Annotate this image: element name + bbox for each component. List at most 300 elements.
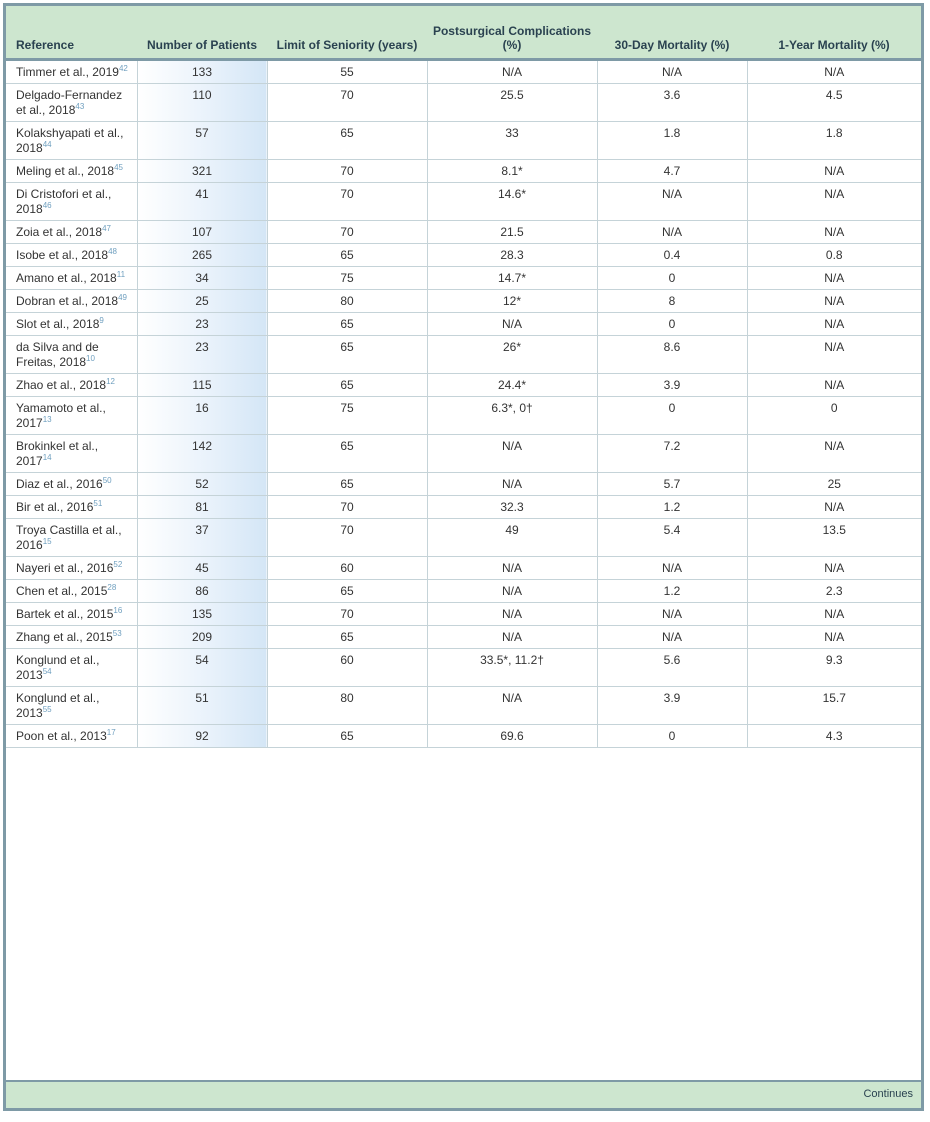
- cell-limit: [267, 313, 427, 336]
- citation-number: 53: [112, 629, 122, 638]
- cell-reference-text: Konglund et al., 2013: [16, 653, 100, 682]
- cell-patients: [137, 435, 267, 473]
- cell-complications-text: 49: [505, 523, 519, 537]
- citation-number: 44: [42, 140, 52, 149]
- cell-reference-text: Zhao et al., 2018: [16, 378, 107, 392]
- cell-1year-mortality: [747, 313, 921, 336]
- cell-reference: [6, 626, 137, 649]
- cell-complications-text: N/A: [501, 317, 522, 331]
- cell-1year-mortality-text: N/A: [824, 439, 845, 453]
- cell-30day-mortality: [597, 60, 747, 84]
- cell-1year-mortality: [747, 435, 921, 473]
- cell-complications-text: N/A: [501, 630, 522, 644]
- cell-1year-mortality-text: 1.8: [825, 126, 843, 140]
- header-reference: Reference: [6, 6, 137, 60]
- cell-patients: [137, 473, 267, 496]
- cell-reference-text: Di Cristofori et al., 2018: [16, 187, 112, 216]
- cell-1year-mortality-text: 15.7: [822, 691, 846, 705]
- cell-reference: [6, 336, 137, 374]
- cell-patients-text: 23: [195, 340, 209, 354]
- citation-number: 42: [118, 64, 128, 73]
- cell-complications: [427, 160, 597, 183]
- cell-patients-text: 92: [195, 729, 209, 743]
- cell-reference-text: Bartek et al., 2015: [16, 607, 114, 621]
- table-row: [6, 221, 921, 244]
- cell-complications: [427, 267, 597, 290]
- citation-number: 54: [42, 667, 52, 676]
- cell-reference: [6, 649, 137, 687]
- cell-limit-text: 70: [340, 88, 354, 102]
- cell-complications: [427, 244, 597, 267]
- cell-complications-text: 33.5*, 11.2†: [480, 653, 544, 667]
- table-row: [6, 580, 921, 603]
- cell-limit: [267, 84, 427, 122]
- table-frame: [3, 3, 924, 1111]
- cell-limit: [267, 496, 427, 519]
- cell-patients-text: 321: [191, 164, 213, 178]
- cell-complications: [427, 122, 597, 160]
- cell-limit-text: 65: [340, 340, 354, 354]
- citation-number: 48: [108, 247, 117, 256]
- cell-1year-mortality: [747, 725, 921, 748]
- cell-reference-text: Troya Castilla et al., 2016: [16, 523, 122, 552]
- cell-reference: [6, 160, 137, 183]
- cell-limit: [267, 374, 427, 397]
- cell-30day-mortality-text: 5.6: [663, 653, 681, 667]
- cell-complications-text: 69.6: [500, 729, 524, 743]
- header-row: [6, 6, 921, 60]
- citation-number: 52: [113, 560, 123, 569]
- cell-30day-mortality: [597, 557, 747, 580]
- cell-30day-mortality: [597, 649, 747, 687]
- table-row: [6, 290, 921, 313]
- table-row: [6, 519, 921, 557]
- cell-limit-text: 70: [340, 500, 354, 514]
- cell-complications: [427, 313, 597, 336]
- cell-30day-mortality-text: 3.9: [663, 691, 681, 705]
- table-row: [6, 374, 921, 397]
- citation-number: 14: [42, 453, 52, 462]
- cell-patients: [137, 183, 267, 221]
- cell-complications: [427, 221, 597, 244]
- cell-reference: [6, 374, 137, 397]
- data-table: [6, 6, 921, 748]
- cell-1year-mortality: [747, 183, 921, 221]
- cell-1year-mortality-text: 0.8: [825, 248, 843, 262]
- cell-complications-text: 21.5: [500, 225, 524, 239]
- cell-30day-mortality-text: N/A: [661, 65, 682, 79]
- cell-reference-text: Zhang et al., 2015: [16, 630, 113, 644]
- table-row: [6, 122, 921, 160]
- cell-limit: [267, 244, 427, 267]
- cell-complications-text: N/A: [501, 439, 522, 453]
- cell-complications: [427, 603, 597, 626]
- cell-complications-text: 28.3: [500, 248, 524, 262]
- table-row: [6, 725, 921, 748]
- cell-patients: [137, 290, 267, 313]
- cell-30day-mortality-text: 5.7: [663, 477, 681, 491]
- cell-30day-mortality: [597, 183, 747, 221]
- cell-patients-text: 52: [195, 477, 209, 491]
- cell-limit: [267, 336, 427, 374]
- cell-complications-text: 26*: [502, 340, 522, 354]
- cell-limit: [267, 725, 427, 748]
- cell-30day-mortality: [597, 374, 747, 397]
- cell-1year-mortality-text: 4.5: [825, 88, 843, 102]
- cell-1year-mortality-text: N/A: [824, 65, 845, 79]
- cell-1year-mortality: [747, 60, 921, 84]
- cell-1year-mortality-text: N/A: [824, 271, 845, 285]
- cell-1year-mortality-text: 0: [830, 401, 838, 415]
- cell-complications-text: 24.4*: [497, 378, 527, 392]
- table-row: [6, 313, 921, 336]
- cell-patients: [137, 580, 267, 603]
- cell-reference-text: Dobran et al., 2018: [16, 294, 119, 308]
- citation-number: 13: [42, 415, 52, 424]
- cell-patients-text: 265: [191, 248, 213, 262]
- cell-complications: [427, 183, 597, 221]
- citation-number: 46: [42, 201, 52, 210]
- cell-1year-mortality: [747, 496, 921, 519]
- cell-reference-text: Chen et al., 2015: [16, 584, 108, 598]
- cell-1year-mortality-text: N/A: [824, 630, 845, 644]
- cell-1year-mortality-text: N/A: [824, 561, 845, 575]
- citation-number: 17: [106, 728, 116, 737]
- cell-30day-mortality: [597, 84, 747, 122]
- cell-1year-mortality-text: N/A: [824, 317, 845, 331]
- table-row: [6, 397, 921, 435]
- table-row: [6, 336, 921, 374]
- cell-reference: [6, 290, 137, 313]
- table-row: [6, 557, 921, 580]
- citation-number: 15: [42, 537, 52, 546]
- cell-patients-text: 57: [195, 126, 209, 140]
- cell-reference-text: Brokinkel et al., 2017: [16, 439, 99, 468]
- cell-reference: [6, 687, 137, 725]
- cell-1year-mortality: [747, 374, 921, 397]
- cell-patients-text: 86: [195, 584, 209, 598]
- cell-1year-mortality-text: N/A: [824, 340, 845, 354]
- cell-complications: [427, 687, 597, 725]
- cell-complications: [427, 496, 597, 519]
- citation-number: 49: [118, 293, 127, 302]
- cell-reference: [6, 84, 137, 122]
- cell-30day-mortality: [597, 496, 747, 519]
- cell-limit-text: 65: [340, 630, 354, 644]
- cell-reference-text: Zoia et al., 2018: [16, 225, 103, 239]
- cell-reference-text: Konglund et al., 2013: [16, 691, 100, 720]
- cell-complications-text: N/A: [501, 691, 522, 705]
- cell-patients-text: 133: [191, 65, 213, 79]
- cell-30day-mortality: [597, 519, 747, 557]
- cell-patients-text: 25: [195, 294, 209, 308]
- table-row: [6, 435, 921, 473]
- cell-patients: [137, 397, 267, 435]
- cell-30day-mortality: [597, 725, 747, 748]
- cell-patients-text: 16: [195, 401, 209, 415]
- cell-patients: [137, 649, 267, 687]
- cell-complications-text: 8.1*: [501, 164, 523, 178]
- cell-limit: [267, 580, 427, 603]
- cell-limit: [267, 435, 427, 473]
- cell-reference-text: Yamamoto et al., 2017: [16, 401, 106, 430]
- cell-1year-mortality: [747, 397, 921, 435]
- cell-1year-mortality: [747, 519, 921, 557]
- cell-30day-mortality-text: 1.2: [663, 500, 681, 514]
- cell-reference-text: Isobe et al., 2018: [16, 248, 109, 262]
- cell-patients: [137, 496, 267, 519]
- cell-reference-text: Timmer et al., 2019: [16, 65, 119, 79]
- cell-30day-mortality-text: 0: [668, 401, 676, 415]
- cell-limit-text: 75: [340, 401, 354, 415]
- cell-limit: [267, 397, 427, 435]
- header-patients: Number of Patients: [137, 6, 267, 60]
- cell-patients: [137, 60, 267, 84]
- cell-30day-mortality-text: N/A: [661, 630, 682, 644]
- citation-number: 45: [114, 163, 123, 172]
- cell-limit: [267, 649, 427, 687]
- cell-limit-text: 70: [340, 523, 354, 537]
- cell-1year-mortality-text: 4.3: [825, 729, 843, 743]
- cell-reference: [6, 221, 137, 244]
- cell-30day-mortality: [597, 313, 747, 336]
- cell-1year-mortality: [747, 244, 921, 267]
- cell-limit-text: 70: [340, 187, 354, 201]
- cell-complications-text: N/A: [501, 477, 522, 491]
- cell-complications: [427, 290, 597, 313]
- cell-limit: [267, 60, 427, 84]
- cell-reference: [6, 397, 137, 435]
- cell-1year-mortality: [747, 160, 921, 183]
- cell-patients: [137, 626, 267, 649]
- cell-1year-mortality-text: 2.3: [825, 584, 843, 598]
- cell-limit-text: 65: [340, 584, 354, 598]
- cell-limit: [267, 557, 427, 580]
- cell-patients: [137, 221, 267, 244]
- cell-1year-mortality-text: 9.3: [825, 653, 843, 667]
- cell-complications: [427, 473, 597, 496]
- cell-complications: [427, 649, 597, 687]
- cell-complications-text: 14.6*: [497, 187, 527, 201]
- cell-30day-mortality-text: 3.6: [663, 88, 681, 102]
- cell-complications-text: 33: [505, 126, 519, 140]
- cell-30day-mortality: [597, 397, 747, 435]
- cell-limit: [267, 160, 427, 183]
- cell-patients-text: 110: [192, 88, 212, 102]
- cell-reference-text: Nayeri et al., 2016: [16, 561, 114, 575]
- cell-30day-mortality: [597, 244, 747, 267]
- cell-limit: [267, 221, 427, 244]
- cell-1year-mortality-text: N/A: [824, 500, 845, 514]
- header-1year: 1-Year Mortality (%): [747, 6, 921, 60]
- cell-patients-text: 81: [195, 500, 209, 514]
- table-row: [6, 60, 921, 84]
- cell-30day-mortality-text: 5.4: [663, 523, 681, 537]
- cell-reference: [6, 496, 137, 519]
- cell-30day-mortality: [597, 221, 747, 244]
- cell-patients-text: 54: [195, 653, 209, 667]
- table-row: [6, 603, 921, 626]
- header-30day: 30-Day Mortality (%): [597, 6, 747, 60]
- cell-1year-mortality: [747, 336, 921, 374]
- cell-limit: [267, 687, 427, 725]
- cell-patients-text: 41: [195, 187, 209, 201]
- cell-limit-text: 65: [340, 317, 354, 331]
- cell-1year-mortality-text: N/A: [824, 225, 845, 239]
- table-row: [6, 496, 921, 519]
- cell-limit-text: 70: [340, 164, 354, 178]
- cell-reference: [6, 313, 137, 336]
- cell-complications: [427, 580, 597, 603]
- cell-complications: [427, 374, 597, 397]
- cell-patients-text: 34: [195, 271, 209, 285]
- citation-number: 47: [102, 224, 111, 233]
- cell-1year-mortality-text: N/A: [824, 187, 845, 201]
- cell-1year-mortality: [747, 649, 921, 687]
- cell-30day-mortality-text: 4.7: [663, 164, 681, 178]
- continues-footer: Continues: [6, 1080, 921, 1108]
- cell-30day-mortality-text: 0: [668, 317, 676, 331]
- cell-30day-mortality-text: 8: [668, 294, 676, 308]
- cell-patients: [137, 84, 267, 122]
- cell-reference-text: Poon et al., 2013: [16, 729, 107, 743]
- cell-complications-text: N/A: [501, 561, 522, 575]
- cell-patients: [137, 336, 267, 374]
- cell-patients-text: 209: [191, 630, 213, 644]
- cell-complications: [427, 557, 597, 580]
- cell-limit-text: 60: [340, 653, 354, 667]
- cell-1year-mortality: [747, 290, 921, 313]
- cell-1year-mortality: [747, 626, 921, 649]
- cell-patients-text: 142: [191, 439, 213, 453]
- cell-reference: [6, 519, 137, 557]
- cell-30day-mortality: [597, 687, 747, 725]
- cell-complications: [427, 397, 597, 435]
- cell-30day-mortality: [597, 160, 747, 183]
- table-row: [6, 649, 921, 687]
- cell-30day-mortality-text: 1.2: [663, 584, 681, 598]
- cell-complications-text: 14.7*: [497, 271, 527, 285]
- table-row: [6, 687, 921, 725]
- cell-30day-mortality: [597, 473, 747, 496]
- cell-reference-text: Meling et al., 2018: [16, 164, 115, 178]
- cell-reference: [6, 580, 137, 603]
- cell-limit: [267, 183, 427, 221]
- cell-limit: [267, 626, 427, 649]
- cell-reference: [6, 557, 137, 580]
- cell-1year-mortality: [747, 221, 921, 244]
- cell-complications-text: 25.5: [500, 88, 524, 102]
- table-row: [6, 267, 921, 290]
- cell-30day-mortality: [597, 580, 747, 603]
- cell-1year-mortality-text: N/A: [824, 607, 845, 621]
- cell-patients-text: 135: [191, 607, 213, 621]
- cell-limit: [267, 267, 427, 290]
- cell-patients: [137, 160, 267, 183]
- cell-reference: [6, 725, 137, 748]
- citation-number: 55: [42, 705, 52, 714]
- cell-patients: [137, 313, 267, 336]
- cell-30day-mortality-text: 0: [668, 271, 676, 285]
- cell-reference-text: Kolakshyapati et al., 2018: [16, 126, 124, 155]
- cell-30day-mortality-text: 7.2: [663, 439, 681, 453]
- cell-1year-mortality: [747, 84, 921, 122]
- table-row: [6, 160, 921, 183]
- citation-number: 11: [116, 270, 126, 279]
- cell-limit: [267, 122, 427, 160]
- cell-reference-text: Amano et al., 2018: [16, 271, 117, 285]
- cell-limit-text: 70: [340, 607, 354, 621]
- cell-1year-mortality-text: 25: [827, 477, 841, 491]
- cell-limit-text: 80: [340, 294, 354, 308]
- cell-reference: [6, 244, 137, 267]
- cell-reference-text: Delgado-Fernandez et al., 2018: [16, 88, 123, 117]
- cell-patients-text: 45: [195, 561, 209, 575]
- cell-1year-mortality: [747, 687, 921, 725]
- cell-patients-text: 51: [195, 691, 209, 705]
- cell-patients: [137, 122, 267, 160]
- cell-complications-text: 32.3: [500, 500, 524, 514]
- cell-30day-mortality-text: N/A: [661, 607, 682, 621]
- cell-1year-mortality-text: 13.5: [822, 523, 846, 537]
- cell-1year-mortality-text: N/A: [824, 294, 845, 308]
- cell-patients: [137, 374, 267, 397]
- cell-patients: [137, 519, 267, 557]
- cell-30day-mortality-text: 0: [668, 729, 676, 743]
- cell-30day-mortality: [597, 603, 747, 626]
- cell-complications: [427, 725, 597, 748]
- citation-number: 28: [107, 583, 117, 592]
- cell-1year-mortality: [747, 122, 921, 160]
- citation-number: 50: [102, 476, 112, 485]
- cell-complications-text: N/A: [501, 607, 522, 621]
- cell-reference: [6, 60, 137, 84]
- cell-limit-text: 65: [340, 477, 354, 491]
- cell-1year-mortality: [747, 557, 921, 580]
- cell-reference: [6, 435, 137, 473]
- table-row: [6, 244, 921, 267]
- cell-patients: [137, 267, 267, 290]
- cell-30day-mortality-text: 0.4: [663, 248, 681, 262]
- cell-limit: [267, 290, 427, 313]
- cell-patients: [137, 687, 267, 725]
- cell-30day-mortality: [597, 336, 747, 374]
- citation-number: 12: [106, 377, 115, 386]
- cell-30day-mortality-text: 8.6: [663, 340, 681, 354]
- cell-1year-mortality-text: N/A: [824, 164, 845, 178]
- citation-number: 51: [93, 499, 103, 508]
- cell-reference-text: Slot et al., 2018: [16, 317, 100, 331]
- citation-number: 9: [99, 316, 104, 325]
- cell-limit: [267, 473, 427, 496]
- header-complications: Postsurgical Complications (%): [427, 6, 597, 60]
- cell-30day-mortality: [597, 626, 747, 649]
- cell-patients: [137, 244, 267, 267]
- citation-number: 16: [113, 606, 123, 615]
- cell-reference: [6, 183, 137, 221]
- cell-limit: [267, 519, 427, 557]
- cell-30day-mortality: [597, 122, 747, 160]
- cell-complications-text: N/A: [501, 584, 522, 598]
- cell-1year-mortality-text: N/A: [824, 378, 845, 392]
- cell-patients-text: 37: [195, 523, 209, 537]
- cell-complications: [427, 84, 597, 122]
- cell-patients-text: 115: [192, 378, 212, 392]
- cell-reference: [6, 473, 137, 496]
- cell-30day-mortality: [597, 290, 747, 313]
- table-row: [6, 183, 921, 221]
- cell-30day-mortality-text: N/A: [661, 561, 682, 575]
